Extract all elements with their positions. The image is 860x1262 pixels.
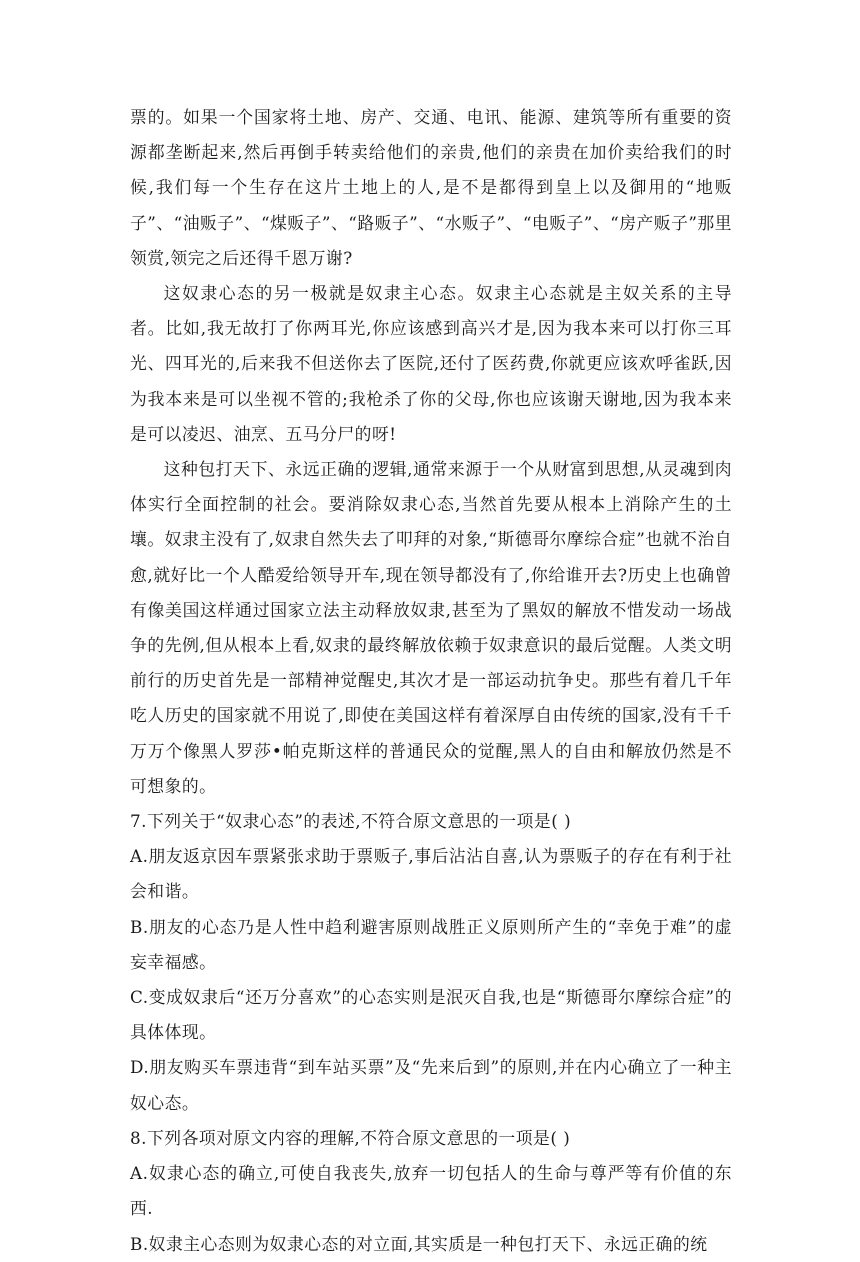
question-7-stem: 7.下列关于“奴隶心态”的表述,不符合原文意思的一项是( ) [130,811,572,832]
document-content [130,100,732,1262]
question-8-stem: 8.下列各项对原文内容的理解,不符合原文意思的一项是( ) [130,1127,571,1148]
question-8-option-a: A.奴隶心态的确立,可使自我丧失,放弃一切包括人的生命与尊严等有价值的东西. [130,1163,732,1219]
question-7-option-b: B.朋友的心态乃是人性中趋利避害原则战胜正义原则所产生的“幸免于难”的虚妄幸福感。 [130,916,732,972]
question-7-option-d: D.朋友购买车票违背“到车站买票”及“先来后到”的原则,并在内心确立了一种主奴心态。 [130,1057,732,1113]
passage-paragraph-1: 票的。如果一个国家将土地、房产、交通、电讯、能源、建筑等所有重要的资源都垄断起来,然后再倒手转卖给他们的亲贵,他们的亲贵在加价卖给我们的时候,我们每一个生存在这片土地上的人,是不是都得到皇上以及御用的“地贩子”、“油贩子”、“煤贩子”、“路贩子”、“水贩子”、“电贩子”、“房产贩子”那里领赏,领完之后还得千恩万谢? [130,107,732,268]
question-7-option-a: A.朋友返京因车票紧张求助于票贩子,事后沾沾自喜,认为票贩子的存在有利于社会和谐。 [130,846,732,902]
question-7 [130,804,732,1121]
passage-paragraph-3: 这种包打天下、永远正确的逻辑,通常来源于一个从财富到思想,从灵魂到肉体实行全面控制的社会。要消除奴隶心态,当然首先要从根本上消除产生的土壤。奴隶主没有了,奴隶自然失去了叩拜的对象,“斯德哥尔摩综合症”也就不治自愈,就好比一个人酷爱给领导开车,现在领导都没有了,你给谁开去?历史上也确曾有像美国这样通过国家立法主动释放奴隶,甚至为了黑奴的解放不惜发动一场战争的先例,但从根本上看,奴隶的最终解放依赖于奴隶意识的最后觉醒。人类文明前行的历史首先是一部精神觉醒史,其次才是一部运动抗争史。那些有着几千年吃人历史的国家就不用说了,即使在美国这样有着深厚自由传统的国家,没有千千万万个像黑人罗莎•帕克斯这样的普通民众的觉醒,黑人的自由和解放仍然是不可想象的。 [130,459,732,796]
question-8 [130,1121,732,1262]
question-8-option-b: B.奴隶主心态则为奴隶心态的对立面,其实质是一种包打天下、永远正确的统 [130,1233,708,1254]
question-7-option-c: C.变成奴隶后“还万分喜欢”的心态实则是泯灭自我,也是“斯德哥尔摩综合症”的具体体现。 [130,987,732,1043]
passage-paragraph-2: 这奴隶心态的另一极就是奴隶主心态。奴隶主心态就是主奴关系的主导者。比如,我无故打了你两耳光,你应该感到高兴才是,因为我本来可以打你三耳光、四耳光的,后来我不但送你去了医院,还付了医药费,你就更应该欢呼雀跃,因为我本来是可以坐视不管的;我枪杀了你的父母,你也应该谢天谢地,因为我本来是可以凌迟、油烹、五马分尸的呀! [130,283,732,444]
